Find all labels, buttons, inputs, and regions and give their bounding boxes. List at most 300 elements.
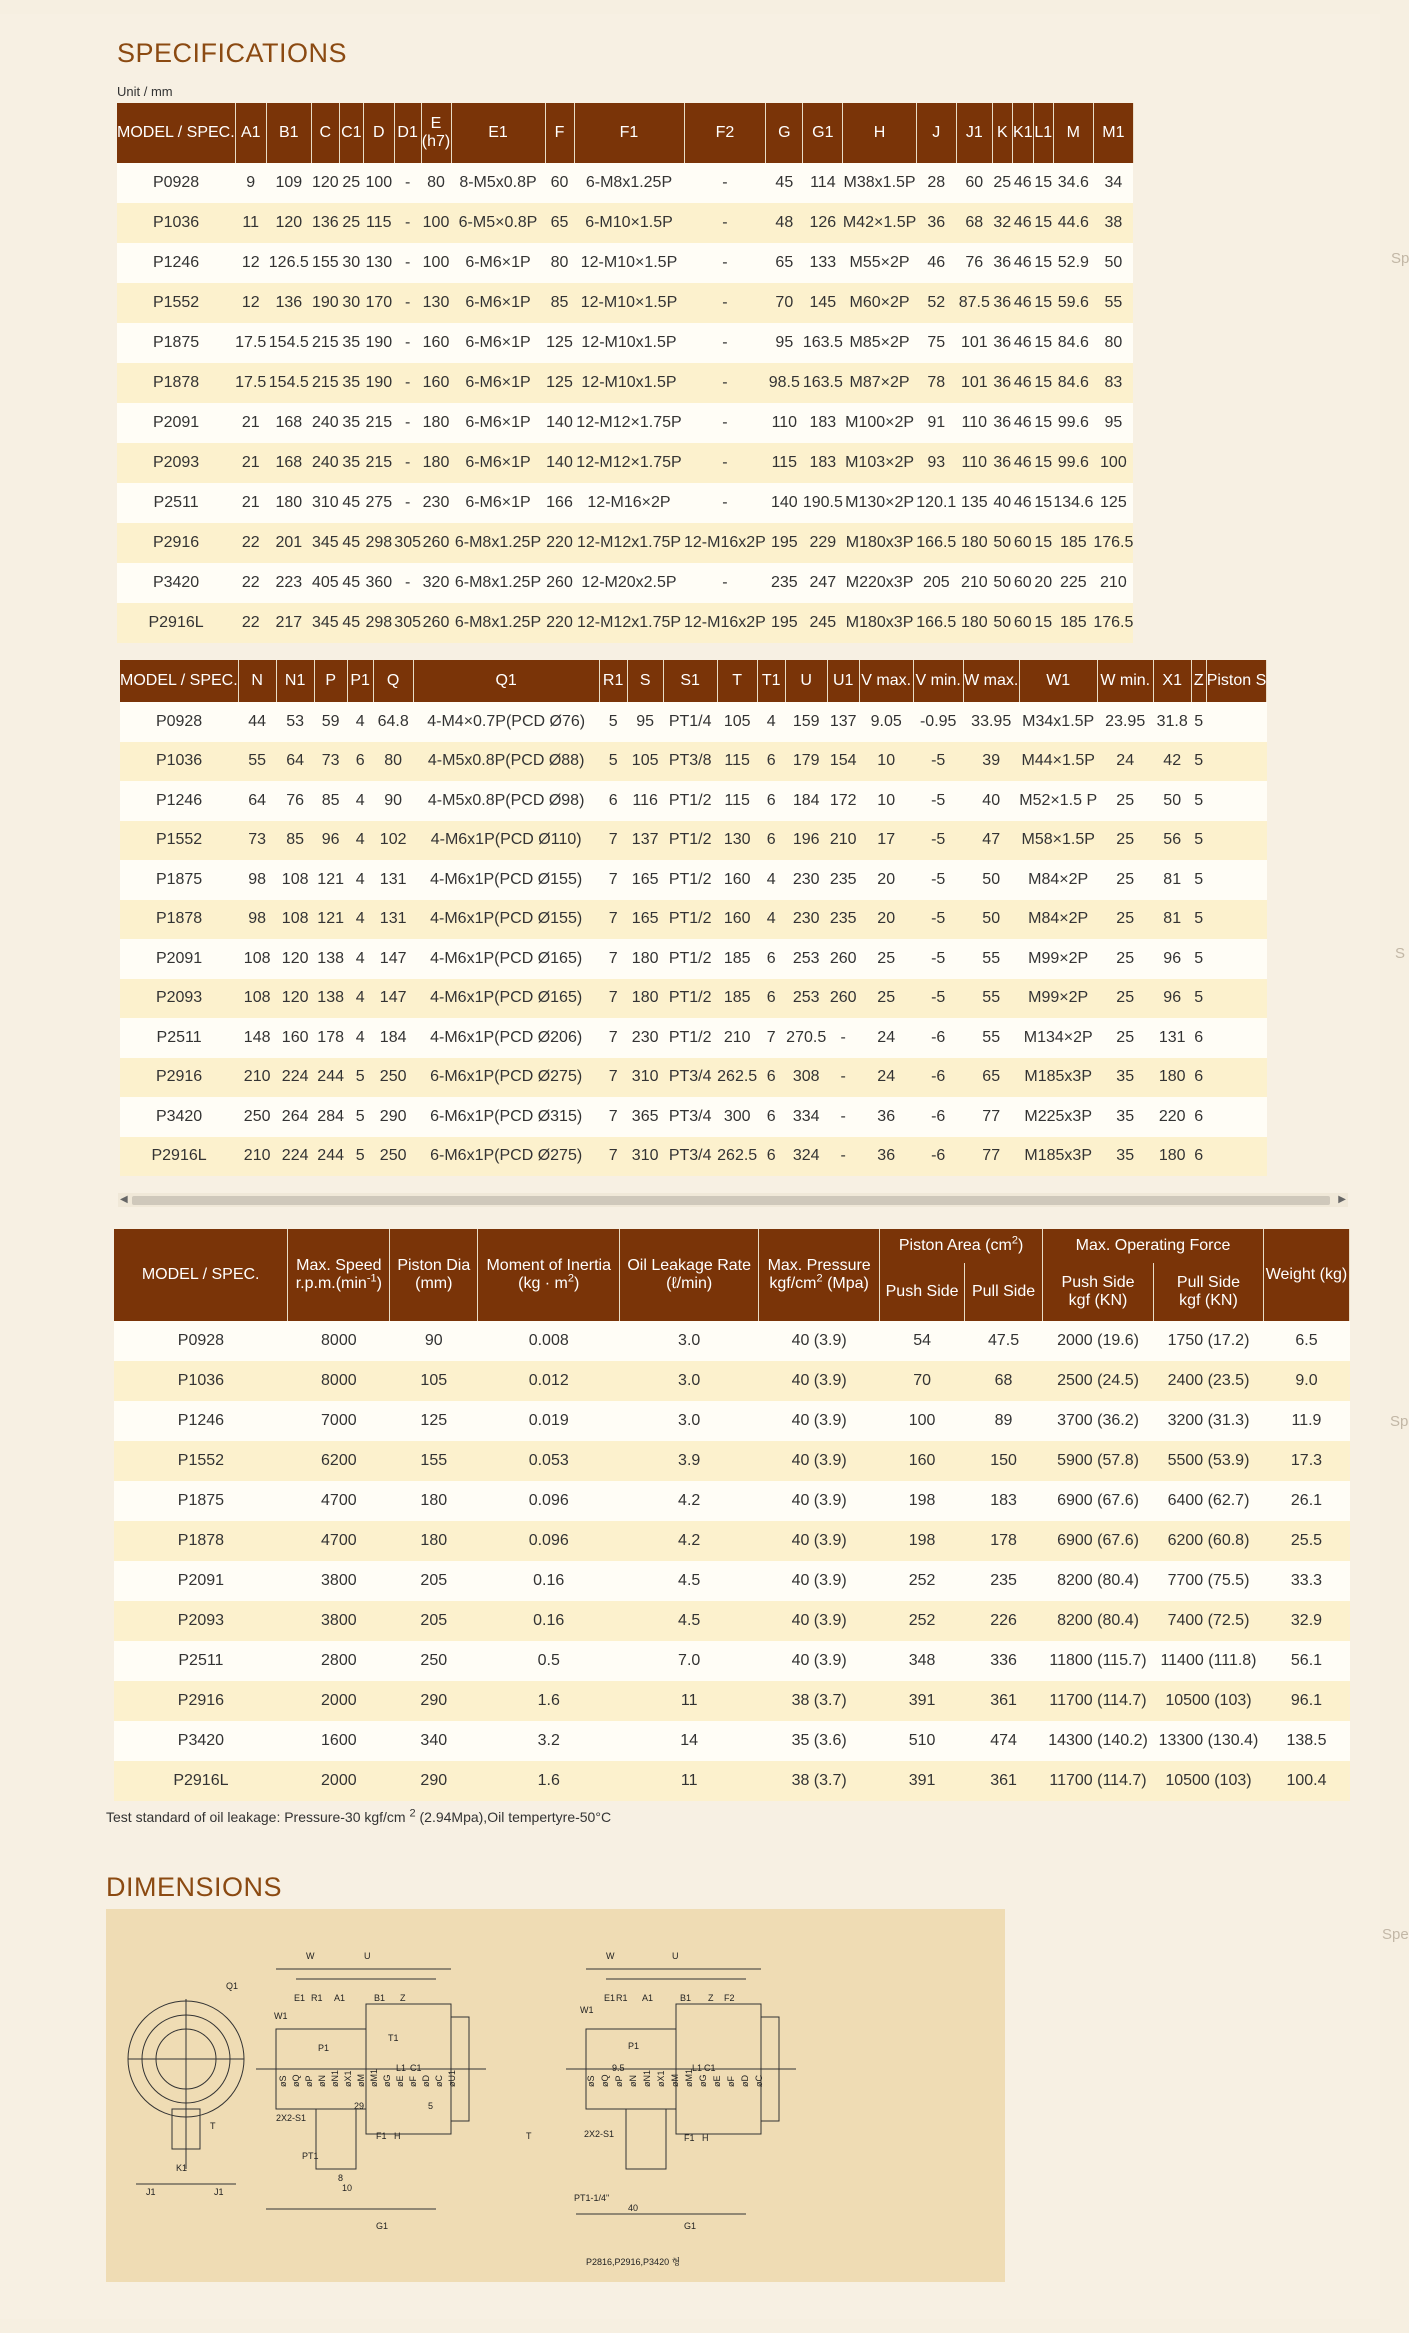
t2-cell: 115 [717,781,757,821]
t1-cell: 229 [803,523,843,563]
t1-cell: 345 [311,523,339,563]
t2-cell: 6 [757,781,785,821]
diagram-dia-left: øM [356,2074,366,2087]
t3-piston-l1: Piston Dia [397,1257,471,1274]
t1-cell: P1875 [117,323,235,363]
t3-cell: 361 [965,1761,1043,1801]
t1-cell: 46 [1012,203,1033,243]
t3-cell: P0928 [114,1321,288,1361]
t2-cell: 40 [963,781,1019,821]
note-post: (2.94Mpa),Oil tempertyre-50°C [415,1809,612,1825]
diagram-label-left: F1 [376,2131,387,2141]
t1-cell: 12-M16x2P [684,523,766,563]
t1-cell: 22 [235,523,266,563]
t1-cell: - [684,243,766,283]
t1-cell: 298 [363,523,394,563]
t1-cell: 163.5 [803,323,843,363]
t1-cell: 100 [363,163,394,203]
table-row [114,1401,1350,1441]
t2-cell: -5 [913,900,963,940]
note-pre: Test standard of oil leakage: Pressure-30 kgf/cm [106,1809,410,1825]
diagram-dia-right: øE [712,2075,722,2087]
t1-cell: 20 [1033,563,1053,603]
table-2-scrollbar[interactable] [118,1193,1348,1207]
t2-cell: P1878 [120,900,238,940]
t1-cell: 12-M12x1.75P [574,523,684,563]
t2-header-6: Q1 [413,660,599,702]
diagram-label-right: U [672,1951,679,1961]
t2-cell: 250 [238,1097,276,1137]
t3-cell: 40 (3.9) [759,1481,880,1521]
table-row [114,1321,1350,1361]
diagram-label-right: E1 [604,1993,616,2003]
t1-header-10: F1 [574,103,684,163]
t2-cell: 260 [827,939,859,979]
side-label-1: Sp [1391,250,1409,267]
spec-table-1-wrap [117,103,1352,640]
t2-cell: 4-M5x0.8P(PCD Ø88) [413,742,599,782]
t1-cell: 15 [1033,243,1053,283]
t3-cell: 6200 [288,1441,390,1481]
t2-cell: PT3/8 [663,742,717,782]
table-row [117,483,1133,523]
t2-cell: 20 [859,900,913,940]
t3-cell: 0.16 [478,1601,620,1641]
t2-cell: 24 [859,1018,913,1058]
t2-cell: 185 [717,939,757,979]
t2-cell: 96 [314,821,347,861]
t2-cell: 7 [599,939,627,979]
t1-cell: 65 [545,203,574,243]
diagram-label-left: G1 [376,2221,389,2231]
diagram-dia-right: øG [698,2074,708,2087]
t2-cell: 121 [314,900,347,940]
diagram-label-left: 10 [342,2183,353,2193]
t3-cell: 105 [390,1361,478,1401]
t1-cell: 6-M6×1P [451,483,545,523]
t1-header-17: K [992,103,1012,163]
t1-cell: 155 [311,243,339,283]
t2-cell [1206,860,1267,900]
t2-cell [1206,1137,1267,1177]
t1-cell: 34 [1093,163,1133,203]
t1-cell: 30 [339,243,363,283]
t2-cell: 7 [599,979,627,1019]
t3-cell: 32.9 [1263,1601,1349,1641]
t1-cell: 60 [545,163,574,203]
t2-cell: M84×2P [1019,900,1097,940]
t2-cell: PT3/4 [663,1097,717,1137]
t2-cell: 55 [963,1018,1019,1058]
t1-cell: P2916L [117,603,235,643]
t1-cell: - [684,563,766,603]
t2-cell: 180 [1153,1058,1191,1098]
diagram-label-right: L1 [692,2063,703,2073]
t2-cell: 25 [1097,860,1153,900]
t1-cell: 36 [992,403,1012,443]
t1-cell: M85×2P [843,323,916,363]
t2-cell: 6 [1191,1058,1206,1098]
t1-cell: 305 [394,523,421,563]
t2-cell: 6 [757,1097,785,1137]
t1-cell: M130×2P [843,483,916,523]
t2-cell: 131 [373,900,413,940]
t3-cell: P1875 [114,1481,288,1521]
t2-cell [1206,900,1267,940]
scroll-left-arrow-icon[interactable]: ◀ [120,1194,128,1205]
t2-header-9: S1 [663,660,717,702]
t1-cell: 80 [1093,323,1133,363]
t3-cell: 14300 (140.2) [1043,1721,1154,1761]
t3-cell: 26.1 [1263,1481,1349,1521]
t3-cell: 5500 (53.9) [1154,1441,1264,1481]
t3-cell: 183 [965,1481,1043,1521]
t2-cell: 230 [627,1018,663,1058]
t2-cell: 77 [963,1097,1019,1137]
t2-cell: 159 [785,702,827,742]
t2-cell: 6-M6x1P(PCD Ø275) [413,1058,599,1098]
t3-cell: 205 [390,1561,478,1601]
t1-cell: 50 [992,603,1012,643]
t2-cell: 290 [373,1097,413,1137]
diagram-label-left: W [306,1951,315,1961]
t3-cell: 40 (3.9) [759,1521,880,1561]
t2-cell: 210 [238,1137,276,1177]
t2-cell: 160 [717,860,757,900]
t1-cell: 25 [339,163,363,203]
t2-cell: 137 [627,821,663,861]
t3-cell: 4.2 [620,1521,759,1561]
t1-cell: 95 [1093,403,1133,443]
t1-cell: 44.6 [1053,203,1093,243]
table-row [117,163,1133,203]
t2-cell: 81 [1153,900,1191,940]
t2-header-18: W min. [1097,660,1153,702]
diagram-label-right: R1 [616,1993,628,2003]
t2-cell: 108 [276,860,314,900]
t2-cell: 55 [963,979,1019,1019]
t2-cell: 6 [1191,1097,1206,1137]
t1-cell: 60 [956,163,992,203]
scrollbar-thumb[interactable] [132,1196,1330,1205]
t1-cell: 6-M6×1P [451,363,545,403]
t1-cell: 46 [1012,283,1033,323]
t2-cell: 244 [314,1137,347,1177]
t1-cell: 32 [992,203,1012,243]
dimensions-drawing [106,1909,1005,2282]
t2-cell: M225x3P [1019,1097,1097,1137]
t1-cell: 45 [339,523,363,563]
t2-cell: 5 [1191,860,1206,900]
diagram-label-left: 2X2-S1 [276,2113,307,2123]
t2-cell: P2916 [120,1058,238,1098]
t1-cell: 140 [545,443,574,483]
t3-inertia-l2: (kg · m [518,1275,568,1292]
t1-cell: 15 [1033,483,1053,523]
t1-cell: M55×2P [843,243,916,283]
t1-cell: 46 [1012,483,1033,523]
diagram-label-left: H [394,2131,401,2141]
t1-cell: - [684,323,766,363]
side-label-4: Spe [1382,1926,1409,1943]
t1-cell: 12-M16x2P [684,603,766,643]
t1-cell: 6-M6×1P [451,323,545,363]
t3-cell: 100.4 [1263,1761,1349,1801]
table-row [114,1481,1350,1521]
right-port-block [626,2109,666,2169]
t3-cell: 40 (3.9) [759,1401,880,1441]
t2-cell: - [827,1058,859,1098]
t3-cell: 2400 (23.5) [1154,1361,1264,1401]
t1-cell: M103×2P [843,443,916,483]
t2-cell: - [827,1097,859,1137]
t1-cell: 260 [545,563,574,603]
t2-cell: 4 [757,860,785,900]
t2-cell: 36 [859,1137,913,1177]
t1-cell: 84.6 [1053,323,1093,363]
t1-cell: 52.9 [1053,243,1093,283]
table-row [117,363,1133,403]
t2-cell: 10 [859,781,913,821]
t2-cell: 6 [1191,1137,1206,1177]
t1-header-7: E (h7) [421,103,451,163]
diagram-label-left: L1 [396,2063,407,2073]
t2-cell: 4 [347,860,373,900]
t2-header-14: V max. [859,660,913,702]
t2-cell: 179 [785,742,827,782]
t3-cell: 47.5 [965,1321,1043,1361]
t1-cell: 21 [235,443,266,483]
t1-cell: 126 [803,203,843,243]
t1-cell: - [684,443,766,483]
t3-cell: 205 [390,1601,478,1641]
t2-header-13: U1 [827,660,859,702]
t1-header-6: D1 [394,103,421,163]
t1-cell: 180 [421,403,451,443]
t3-cell: 40 (3.9) [759,1321,880,1361]
t1-cell: 134.6 [1053,483,1093,523]
t3-cell: P1036 [114,1361,288,1401]
t1-cell: 6-M8x1.25P [451,563,545,603]
t1-cell: 180 [266,483,311,523]
t1-cell: 35 [339,443,363,483]
t2-cell: 64.8 [373,702,413,742]
t3-cell: 4700 [288,1521,390,1561]
t3-cell: 510 [880,1721,965,1761]
t1-header-14: H [843,103,916,163]
t2-header-5: Q [373,660,413,702]
t1-cell: 185 [1053,603,1093,643]
diagram-label-right: B1 [680,1993,692,2003]
t1-cell: 34.6 [1053,163,1093,203]
t1-cell: 45 [339,563,363,603]
t1-cell: P1878 [117,363,235,403]
t3-press-l1: Max. Pressure [767,1257,871,1274]
t2-cell: 98 [238,900,276,940]
t2-cell: 180 [1153,1137,1191,1177]
t2-cell: 4-M4×0.7P(PCD Ø76) [413,702,599,742]
t1-cell: 38 [1093,203,1133,243]
table-row [114,1441,1350,1481]
t2-cell: 23.95 [1097,702,1153,742]
t2-cell: 131 [1153,1018,1191,1058]
t3-cell: 180 [390,1481,478,1521]
t1-cell: M87×2P [843,363,916,403]
t3-cell: 252 [880,1561,965,1601]
t2-cell: 4-M6x1P(PCD Ø110) [413,821,599,861]
t3-cell: 11700 (114.7) [1043,1681,1154,1721]
t3-cell: 391 [880,1681,965,1721]
t1-cell: 46 [1012,363,1033,403]
t2-cell: 7 [599,821,627,861]
t2-header-0: MODEL / SPEC. [120,660,238,702]
t1-cell: 190 [311,283,339,323]
t1-cell: 36 [992,323,1012,363]
t1-cell: P2511 [117,483,235,523]
t1-cell: 190.5 [803,483,843,523]
diagram-dia-left: øN [317,2075,327,2087]
t2-cell: 5 [599,742,627,782]
t1-cell: 275 [363,483,394,523]
t2-header-19: X1 [1153,660,1191,702]
table-row [114,1561,1350,1601]
diagram-label-left: 29 [354,2101,365,2111]
t2-cell: 210 [238,1058,276,1098]
t1-cell: 215 [311,323,339,363]
spec-table-1-header [117,103,1133,163]
diagram-label-left: C1 [410,2063,422,2073]
t3-speed-l1: Max. Speed [296,1257,382,1274]
t1-cell: 35 [339,403,363,443]
t3-cell: 226 [965,1601,1043,1641]
table-row [120,860,1267,900]
t3-header-push-area: Push Side [880,1263,965,1321]
diagram-label-right: F2 [724,1993,735,2003]
t3-cell: 3800 [288,1601,390,1641]
t2-cell: 98 [238,860,276,900]
diagram-label-left: W1 [274,2011,288,2021]
t3-cell: 235 [965,1561,1043,1601]
t1-cell: 25 [339,203,363,243]
diagram-label-left: P1 [318,2043,330,2053]
t2-cell: 4-M6x1P(PCD Ø206) [413,1018,599,1058]
diagram-label-left: J1 [214,2187,224,2197]
t3-cell: 0.008 [478,1321,620,1361]
t3-area-l1: Piston Area (cm [898,1237,1012,1254]
t2-cell: 235 [827,900,859,940]
t1-cell: 220 [545,603,574,643]
t2-cell: PT1/2 [663,860,717,900]
t2-cell: PT1/2 [663,821,717,861]
t1-cell: 83 [1093,363,1133,403]
t1-cell: - [394,443,421,483]
table-row [117,403,1133,443]
t3-cell: 2000 [288,1761,390,1801]
t2-cell: 160 [276,1018,314,1058]
t2-cell: PT3/4 [663,1058,717,1098]
t2-cell: 35 [1097,1137,1153,1177]
t1-cell: - [684,203,766,243]
t1-header-2: B1 [266,103,311,163]
diagram-label-right: C1 [704,2063,716,2073]
t2-cell: 105 [717,702,757,742]
t3-header-push-force [1043,1263,1154,1321]
t1-header-20: M [1053,103,1093,163]
t2-cell: 334 [785,1097,827,1137]
t1-cell: 120.1 [916,483,956,523]
t2-cell: 5 [1191,900,1206,940]
diagram-label-left: J1 [146,2187,156,2197]
t2-cell: -6 [913,1018,963,1058]
t2-cell: 7 [599,900,627,940]
t1-cell: 95 [766,323,803,363]
t1-cell: 6-M6×1P [451,443,545,483]
t1-cell: 6-M6×1P [451,403,545,443]
t2-cell: 5 [599,702,627,742]
diagram-dia-left: øQ [291,2074,301,2087]
t3-cell: 0.012 [478,1361,620,1401]
t2-cell: 172 [827,781,859,821]
t3-header-pull-area: Pull Side [965,1263,1043,1321]
t2-cell: 210 [717,1018,757,1058]
t3-cell: 0.16 [478,1561,620,1601]
t1-header-5: D [363,103,394,163]
t2-cell: 260 [827,979,859,1019]
scroll-right-arrow-icon[interactable]: ▶ [1338,1194,1346,1205]
t1-cell: P1246 [117,243,235,283]
t3-cell: 3700 (36.2) [1043,1401,1154,1441]
t3-header-weight: Weight (kg) [1263,1229,1349,1321]
t3-cell: 40 (3.9) [759,1441,880,1481]
t2-header-4: P1 [347,660,373,702]
t1-cell: - [394,483,421,523]
t1-cell: - [394,203,421,243]
t3-cell: 11400 (111.8) [1154,1641,1264,1681]
t2-cell: 56 [1153,821,1191,861]
t2-cell: 96 [1153,979,1191,1019]
t3-cell: 38 (3.7) [759,1681,880,1721]
t3-cell: 4700 [288,1481,390,1521]
t2-cell: 24 [859,1058,913,1098]
t2-cell: P0928 [120,702,238,742]
t3-cell: 11 [620,1681,759,1721]
spec-table-2-wrap[interactable] [120,660,1355,1191]
t3-cell: 3.0 [620,1361,759,1401]
t2-cell: 5 [347,1097,373,1137]
t1-cell: 360 [363,563,394,603]
t3-cell: P3420 [114,1721,288,1761]
t1-cell: 46 [1012,403,1033,443]
t1-cell: 6-M8x1.25P [451,523,545,563]
t1-cell: 36 [992,243,1012,283]
t2-cell: 44 [238,702,276,742]
t1-cell: 15 [1033,163,1053,203]
t2-header-1: N [238,660,276,702]
spec-table-1 [117,103,1134,643]
t1-cell: 215 [363,403,394,443]
t1-cell: 235 [766,563,803,603]
t3-cell: 1.6 [478,1681,620,1721]
t1-cell: 110 [956,443,992,483]
t2-cell [1206,702,1267,742]
t3-cell: 4.2 [620,1481,759,1521]
t3-press-l3: (Mpa) [822,1275,869,1292]
t2-cell: 264 [276,1097,314,1137]
t1-header-9: F [545,103,574,163]
t3-cell: 11 [620,1761,759,1801]
t1-cell: 247 [803,563,843,603]
t1-cell: 50 [1093,243,1133,283]
